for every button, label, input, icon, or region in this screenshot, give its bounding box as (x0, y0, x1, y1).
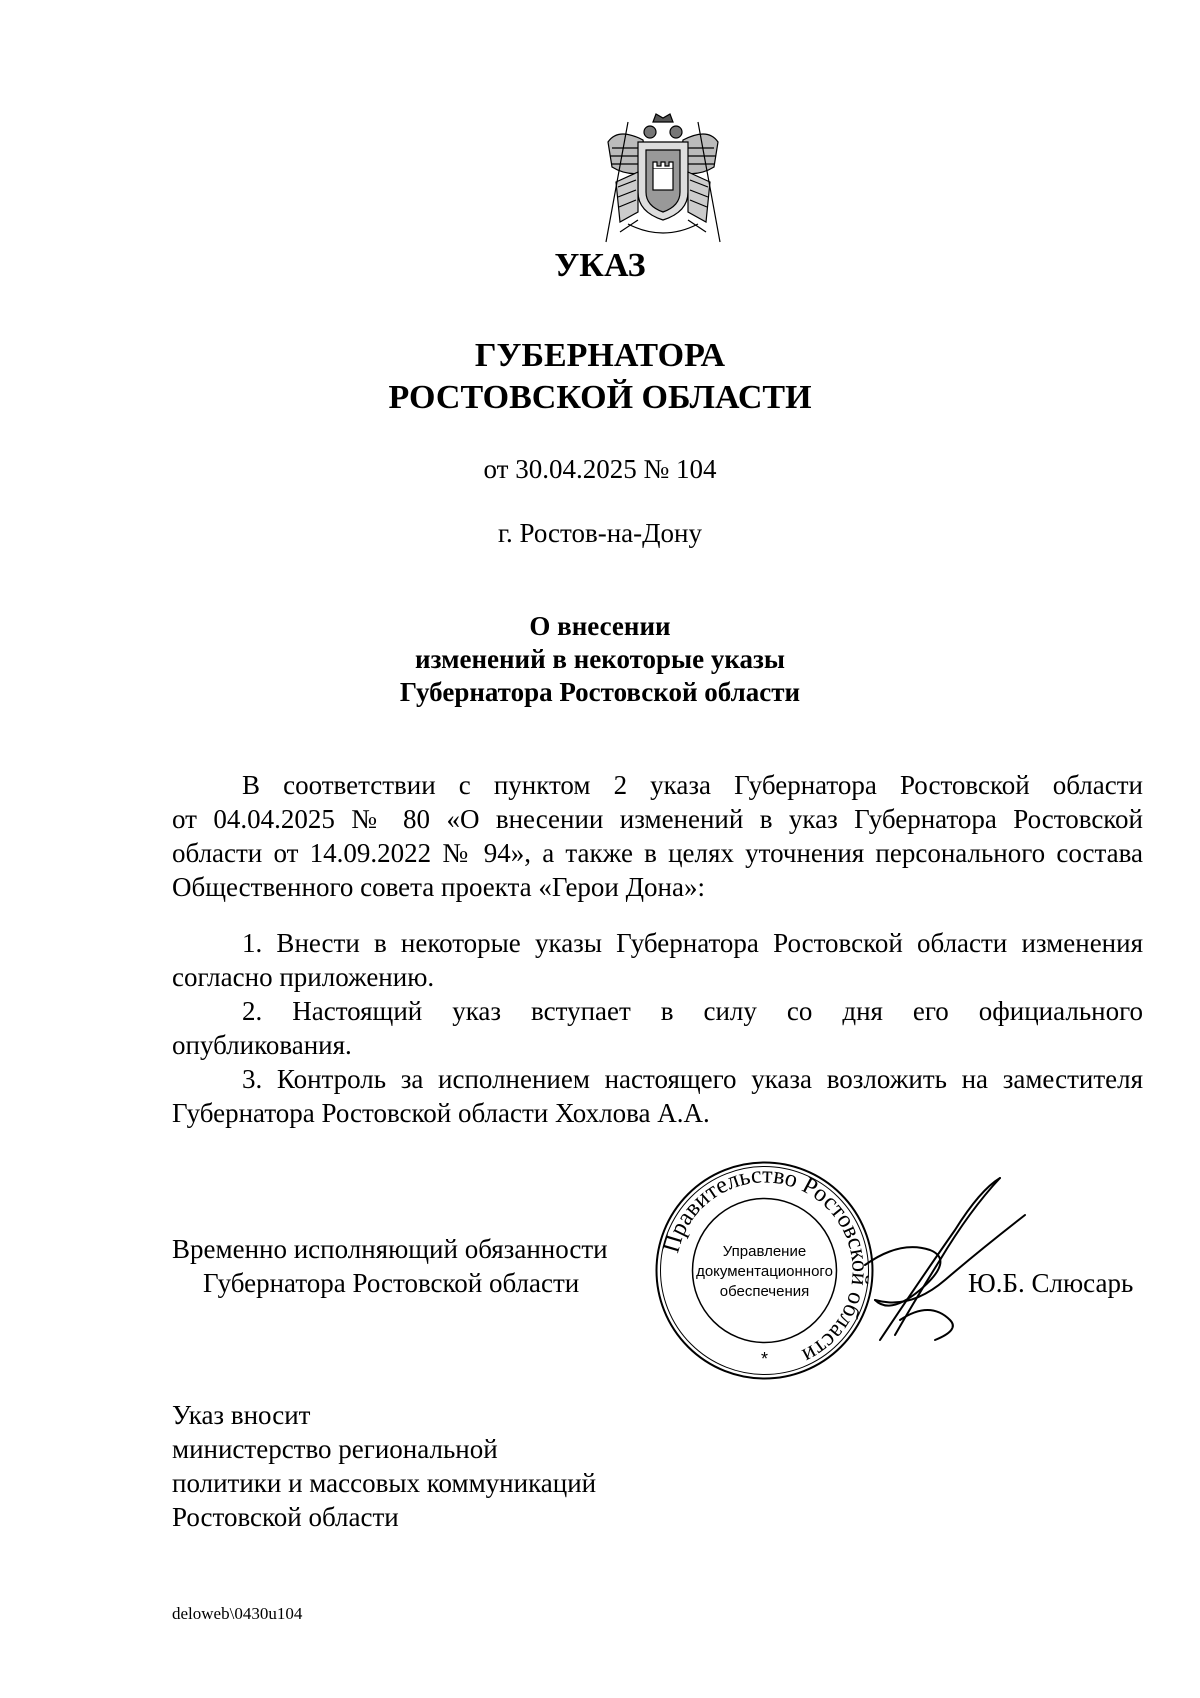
date-number: от 30.04.2025 № 104 (483, 454, 717, 484)
preamble-line-2: от 04.04.2025 № 80 «О внесении изменений в указ Губернатора Ростовской (172, 804, 1143, 834)
stamp-center-line-1: Управление (722, 1243, 807, 1260)
document-title: УКАЗ (554, 247, 646, 284)
preamble (172, 768, 1143, 904)
preamble-line-1: В соответствии с пунктом 2 указа Губернатора Ростовской области (242, 770, 1143, 800)
item-3-line-2: Губернатора Ростовской области Хохлова А.А. (172, 1098, 710, 1128)
item-2-line-2: опубликования. (172, 1030, 352, 1060)
stamp-center-line-2: документационного (696, 1263, 833, 1280)
signatory-position-line-2: Губернатора Ростовской области (203, 1268, 580, 1298)
subject-line-3: Губернатора Ростовской области (399, 677, 801, 707)
issuer-line-2: РОСТОВСКОЙ ОБЛАСТИ (388, 379, 812, 416)
item-1-line-1: 1. Внести в некоторые указы Губернатора Ростовской области изменения (242, 928, 1143, 958)
submitter-line-1: Указ вносит (172, 1400, 311, 1430)
subject-line-2: изменений в некоторые указы (415, 644, 785, 674)
item-2-line-1: 2. Настоящий указ вступает в силу со дня его официального (242, 996, 1143, 1026)
subject-line-1: О внесении (529, 611, 671, 641)
coat-of-arms-emblem (598, 112, 728, 247)
submitter-line-3: политики и массовых коммуникаций (172, 1468, 597, 1498)
signatory-position-line-1: Временно исполняющий обязанности (172, 1234, 608, 1264)
preamble-line-4: Общественного совета проекта «Герои Дона»: (172, 872, 705, 902)
submitter-block (172, 1398, 596, 1534)
stamp-center-line-3: обеспечения (719, 1283, 810, 1300)
stamp-star: * (760, 1349, 769, 1369)
official-stamp (652, 1158, 877, 1383)
preamble-line-3: области от 14.09.2022 № 94», а также в целях уточнения персонального состава (172, 838, 1143, 868)
document-code: deloweb\0430u104 (172, 1604, 303, 1623)
place: г. Ростов-на-Дону (497, 518, 702, 548)
decree-items (172, 926, 1143, 1130)
issuer-line-1: ГУБЕРНАТОРА (474, 337, 726, 374)
handwritten-signature (860, 1170, 1030, 1350)
item-3-line-1: 3. Контроль за исполнением настоящего указа возложить на заместителя (242, 1064, 1143, 1094)
submitter-line-4: Ростовской области (172, 1502, 399, 1532)
stamp-ring-text: Правительство Ростовской области (658, 1162, 873, 1369)
subject-heading (0, 610, 1200, 709)
item-1-line-2: согласно приложению. (172, 962, 435, 992)
signatory-name: Ю.Б. Слюсарь (968, 1268, 1134, 1298)
submitter-line-2: министерство региональной (172, 1434, 498, 1464)
